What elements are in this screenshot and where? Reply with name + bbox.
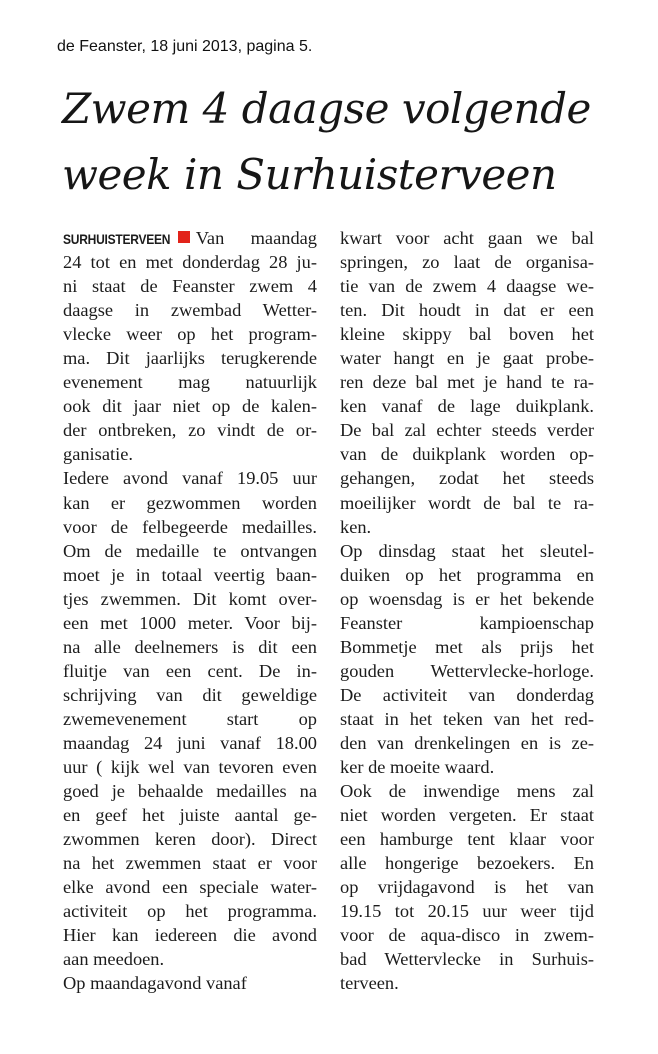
article-line: na alle deelnemers is dit een	[63, 636, 317, 657]
article-line: Bommetje met als prijs het	[340, 636, 594, 657]
article-line: voor de felbegeerde medailles.	[63, 516, 317, 537]
article-column-right	[340, 226, 594, 996]
article-line: ken vanaf de lage duikplank.	[340, 396, 594, 417]
article-line: kwart voor acht gaan we bal	[340, 228, 594, 248]
headline-line: Zwem 4 daagse volgende	[62, 84, 591, 133]
article-line: evenement mag natuurlijk	[63, 372, 317, 393]
article-line: der ontbreken, zo vindt de or-	[63, 420, 317, 441]
article-line: De bal zal echter steeds verder	[340, 420, 594, 441]
article-line: 24 tot en met donderdag 28 ju-	[63, 252, 317, 273]
article-line: gouden Wettervlecke-horloge.	[340, 660, 594, 681]
article-line: kan er gezwommen worden	[63, 492, 317, 513]
headline	[62, 76, 642, 208]
article-line: goed je behaalde medailles na	[63, 781, 317, 802]
article-line: en geef het juiste aantal ge-	[63, 805, 317, 826]
article-line: duiken op het programma en	[340, 564, 594, 585]
article-line: ganisatie.	[63, 444, 133, 465]
article-line: ken.	[340, 516, 372, 537]
article-line: 19.15 tot 20.15 uur weer tijd	[340, 901, 594, 922]
article-line: kleine skippy bal boven het	[340, 324, 594, 345]
article-line: daagse in zwembad Wetter-	[63, 300, 317, 321]
article-line: op vrijdagavond is het van	[340, 877, 594, 898]
article-line: Ook de inwendige mens zal	[340, 781, 594, 802]
article-line: na het zwemmen staat er voor	[63, 853, 317, 874]
article-line: moeilijker wordt de bal te ra-	[340, 492, 594, 513]
article-line: moet je in totaal veertig baan-	[63, 564, 317, 585]
article-line: staat in het teken van het red-	[340, 708, 594, 729]
article-line: ni staat de Feanster zwem 4	[63, 276, 317, 297]
article-line: ook dit jaar niet op de kalen-	[63, 396, 317, 417]
source-line: de Feanster, 18 juni 2013, pagina 5.	[57, 38, 313, 55]
headline-line: week in Surhuisterveen	[62, 150, 557, 199]
dateline: SURHUISTERVEEN	[63, 231, 171, 247]
article-line: fluitje van een cent. De in-	[63, 660, 317, 681]
article-line: De activiteit van donderdag	[340, 684, 594, 705]
article-line: Op maandagavond vanaf	[63, 973, 247, 994]
article-line: Feanster kampioenschap	[340, 612, 594, 633]
article-line: van de duikplank worden op-	[340, 444, 594, 465]
dateline-square-icon	[178, 231, 190, 243]
article-line: schrijving van dit geweldige	[63, 684, 317, 705]
article-line: zwommen keren door). Direct	[63, 829, 317, 850]
article-line: Op dinsdag staat het sleutel-	[340, 540, 594, 561]
article-line: den van drenkelingen en is ze-	[340, 732, 594, 753]
article-line: uur ( kijk wel van tevoren even	[63, 757, 317, 778]
article-line: tie van de zwem 4 daagse we-	[340, 276, 594, 297]
article-line: tjes zwemmen. Dit komt over-	[63, 588, 317, 609]
article-line: gehangen, zodat het steeds	[340, 468, 594, 489]
article-line: een hamburge tent klaar voor	[340, 829, 594, 850]
article-line: aan meedoen.	[63, 949, 165, 970]
article-line: maandag 24 juni vanaf 18.00	[63, 732, 317, 753]
article-line: water hangt en je gaat probe-	[340, 348, 594, 369]
article-column-left	[63, 226, 317, 996]
article-line: alle hongerige bezoekers. En	[340, 853, 594, 874]
article-line: springen, zo laat de organisa-	[340, 252, 594, 273]
article-line: op woensdag is er het bekende	[340, 588, 594, 609]
article-line: activiteit op het programma.	[63, 901, 317, 922]
article-line: een met 1000 meter. Voor bij-	[63, 612, 317, 633]
article-line: elke avond een speciale water-	[63, 877, 317, 898]
article-line: ren deze bal met je hand te ra-	[340, 372, 594, 393]
article-line: zwemevenement start op	[63, 708, 317, 729]
article-first-line	[63, 226, 317, 250]
article-line: niet worden vergeten. Er staat	[340, 805, 594, 826]
article-line: Hier kan iedereen die avond	[63, 925, 317, 946]
article-line: bad Wettervlecke in Surhuis-	[340, 949, 594, 970]
article-line: vlecke weer op het program-	[63, 324, 317, 345]
article-line: ker de moeite waard.	[340, 757, 495, 778]
article-line: voor de aqua-disco in zwem-	[340, 925, 594, 946]
article-line: Om de medaille te ontvangen	[63, 540, 317, 561]
article-line: ten. Dit houdt in dat er een	[340, 300, 594, 321]
article-line: terveen.	[340, 973, 399, 994]
article-line: Iedere avond vanaf 19.05 uur	[63, 468, 317, 489]
article-line: ma. Dit jaarlijks terugkerende	[63, 348, 317, 369]
first-line-text: Van maandag	[195, 228, 317, 248]
